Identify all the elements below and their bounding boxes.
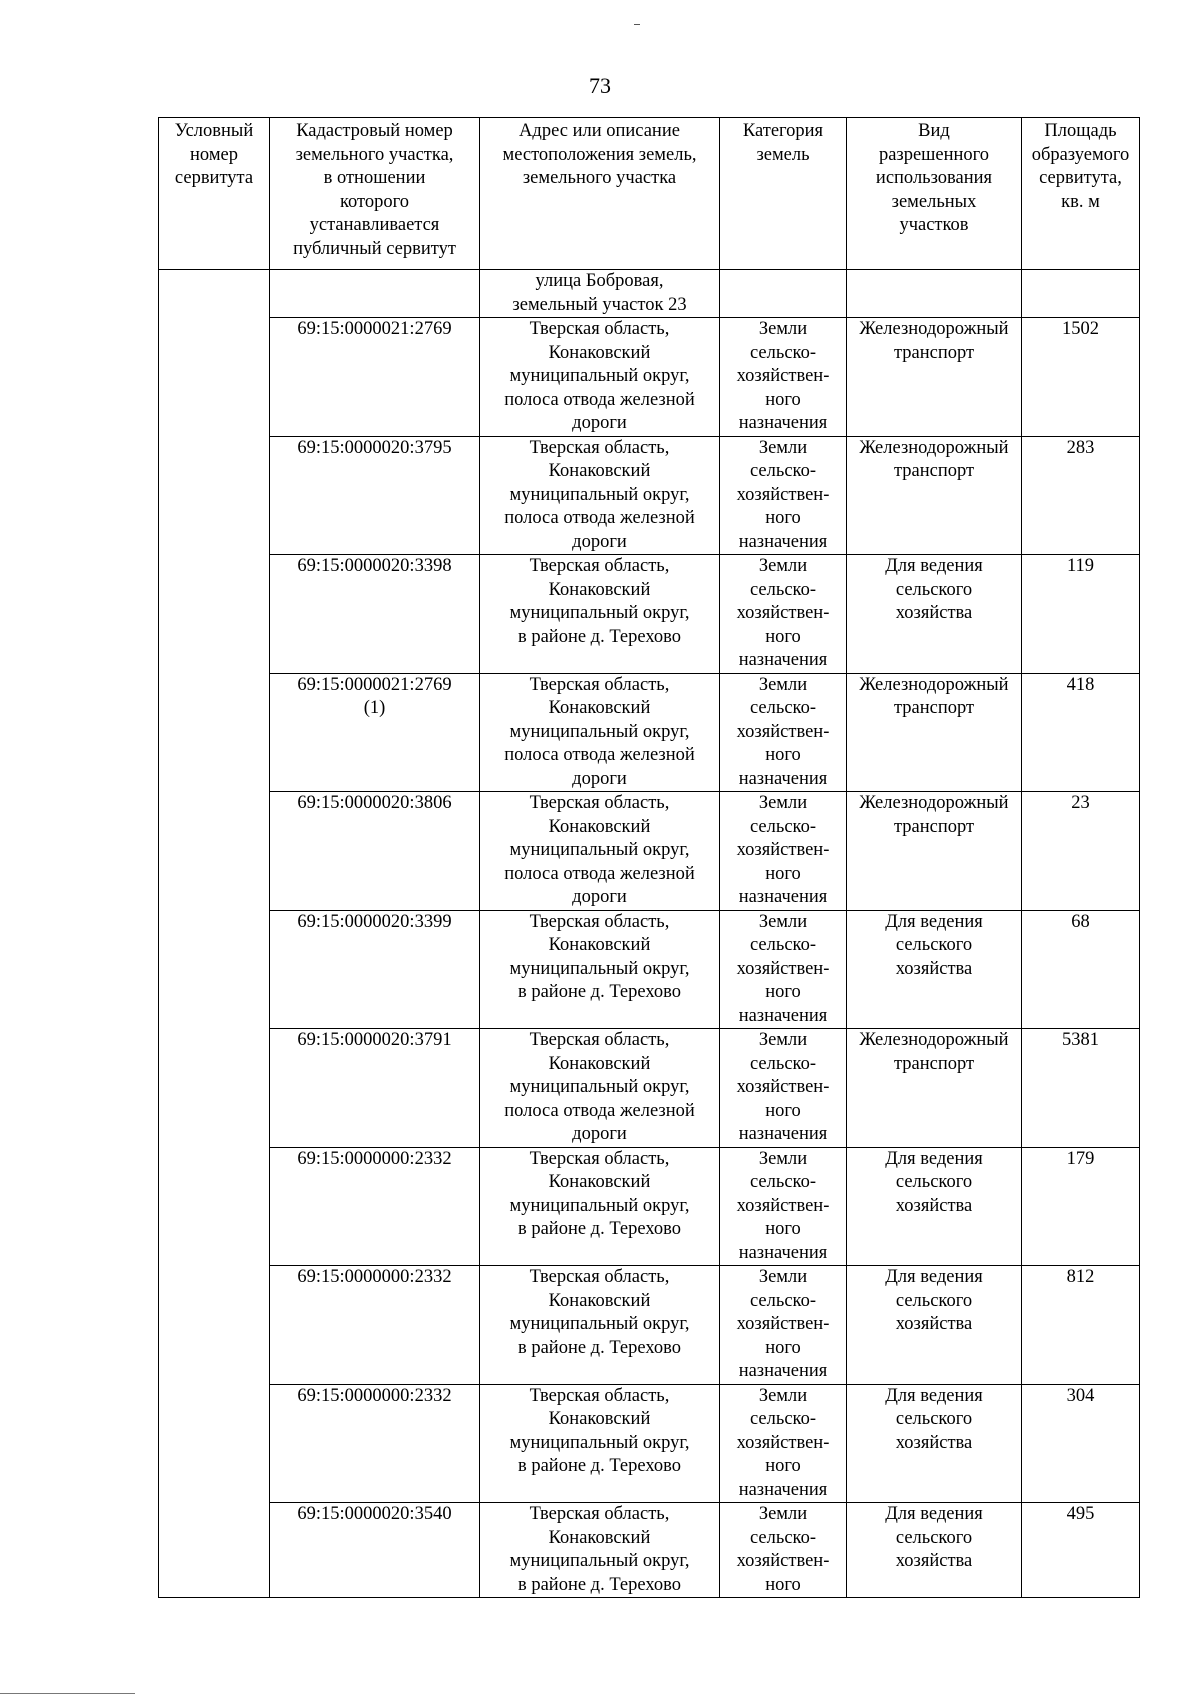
use-cell: Железнодорожный транспорт — [847, 1029, 1022, 1148]
header-servitude-number: Условный номер сервитута — [159, 118, 270, 270]
category-cell: Земли сельско- хозяйствен- ного — [720, 1503, 847, 1598]
table-row — [159, 318, 1140, 437]
table-body — [159, 270, 1140, 1598]
cadastral-cell: 69:15:0000021:2769 (1) — [270, 673, 480, 792]
header-land-category: Категория земель — [720, 118, 847, 270]
category-cell: Земли сельско- хозяйствен- ного назначения — [720, 792, 847, 911]
scan-edge-line — [0, 1693, 135, 1694]
table-row — [159, 436, 1140, 555]
address-cell: Тверская область, Конаковский муниципальный округ, в районе д. Терехово — [480, 1384, 720, 1503]
cadastral-cell: 69:15:0000020:3791 — [270, 1029, 480, 1148]
cadastral-cell: 69:15:0000000:2332 — [270, 1147, 480, 1266]
scan-mark — [634, 24, 640, 25]
address-cell: Тверская область, Конаковский муниципальный округ, полоса отвода железной дороги — [480, 436, 720, 555]
use-cell: Для ведения сельского хозяйства — [847, 1503, 1022, 1598]
servitude-number-cell — [159, 270, 270, 1598]
use-cell: Железнодорожный транспорт — [847, 318, 1022, 437]
category-cell: Земли сельско- хозяйствен- ного назначения — [720, 555, 847, 674]
table-row — [159, 1384, 1140, 1503]
cadastral-cell: 69:15:0000020:3806 — [270, 792, 480, 911]
use-cell: Для ведения сельского хозяйства — [847, 1384, 1022, 1503]
use-cell: Для ведения сельского хозяйства — [847, 910, 1022, 1029]
address-cell: улица Бобровая, земельный участок 23 — [480, 270, 720, 318]
table-row — [159, 792, 1140, 911]
table-row — [159, 270, 1140, 318]
cadastral-cell: 69:15:0000020:3399 — [270, 910, 480, 1029]
table-row — [159, 673, 1140, 792]
use-cell: Для ведения сельского хозяйства — [847, 1266, 1022, 1385]
category-cell — [720, 270, 847, 318]
category-cell: Земли сельско- хозяйствен- ного назначения — [720, 1029, 847, 1148]
table-row — [159, 1266, 1140, 1385]
header-address: Адрес или описание местоположения земель, земельного участка — [480, 118, 720, 270]
category-cell: Земли сельско- хозяйствен- ного назначения — [720, 673, 847, 792]
area-cell: 68 — [1022, 910, 1140, 1029]
area-cell: 119 — [1022, 555, 1140, 674]
table-row — [159, 555, 1140, 674]
use-cell: Железнодорожный транспорт — [847, 673, 1022, 792]
table-row — [159, 910, 1140, 1029]
cadastral-cell: 69:15:0000020:3398 — [270, 555, 480, 674]
area-cell: 179 — [1022, 1147, 1140, 1266]
category-cell: Земли сельско- хозяйствен- ного назначения — [720, 1147, 847, 1266]
cadastral-cell: 69:15:0000000:2332 — [270, 1384, 480, 1503]
use-cell: Железнодорожный транспорт — [847, 436, 1022, 555]
use-cell: Железнодорожный транспорт — [847, 792, 1022, 911]
address-cell: Тверская область, Конаковский муниципальный округ, в районе д. Терехово — [480, 1503, 720, 1598]
address-cell: Тверская область, Конаковский муниципальный округ, полоса отвода железной дороги — [480, 1029, 720, 1148]
category-cell: Земли сельско- хозяйствен- ного назначения — [720, 436, 847, 555]
cadastral-cell: 69:15:0000021:2769 — [270, 318, 480, 437]
cadastral-cell: 69:15:0000020:3795 — [270, 436, 480, 555]
area-cell: 304 — [1022, 1384, 1140, 1503]
category-cell: Земли сельско- хозяйствен- ного назначения — [720, 318, 847, 437]
header-cadastral-number: Кадастровый номер земельного участка, в отношении которого устанавливается публичный сервитут — [270, 118, 480, 270]
address-cell: Тверская область, Конаковский муниципальный округ, в районе д. Терехово — [480, 1266, 720, 1385]
cadastral-cell: 69:15:0000000:2332 — [270, 1266, 480, 1385]
area-cell: 23 — [1022, 792, 1140, 911]
category-cell: Земли сельско- хозяйствен- ного назначения — [720, 1384, 847, 1503]
address-cell: Тверская область, Конаковский муниципальный округ, полоса отвода железной дороги — [480, 318, 720, 437]
area-cell: 812 — [1022, 1266, 1140, 1385]
use-cell — [847, 270, 1022, 318]
category-cell: Земли сельско- хозяйствен- ного назначения — [720, 1266, 847, 1385]
table-row — [159, 1503, 1140, 1598]
use-cell: Для ведения сельского хозяйства — [847, 1147, 1022, 1266]
header-area: Площадь образуемого сервитута, кв. м — [1022, 118, 1140, 270]
area-cell: 5381 — [1022, 1029, 1140, 1148]
category-cell: Земли сельско- хозяйствен- ного назначения — [720, 910, 847, 1029]
area-cell: 1502 — [1022, 318, 1140, 437]
table-row — [159, 1029, 1140, 1148]
cadastral-cell: 69:15:0000020:3540 — [270, 1503, 480, 1598]
cadastral-cell — [270, 270, 480, 318]
use-cell: Для ведения сельского хозяйства — [847, 555, 1022, 674]
header-permitted-use: Вид разрешенного использования земельных участков — [847, 118, 1022, 270]
address-cell: Тверская область, Конаковский муниципальный округ, полоса отвода железной дороги — [480, 792, 720, 911]
table-header-row — [159, 118, 1140, 270]
address-cell: Тверская область, Конаковский муниципальный округ, в районе д. Терехово — [480, 1147, 720, 1266]
page-number: 73 — [589, 73, 611, 98]
table-row — [159, 1147, 1140, 1266]
servitude-table — [158, 117, 1140, 1598]
area-cell: 283 — [1022, 436, 1140, 555]
address-cell: Тверская область, Конаковский муниципальный округ, в районе д. Терехово — [480, 555, 720, 674]
address-cell: Тверская область, Конаковский муниципальный округ, полоса отвода железной дороги — [480, 673, 720, 792]
area-cell: 495 — [1022, 1503, 1140, 1598]
area-cell — [1022, 270, 1140, 318]
area-cell: 418 — [1022, 673, 1140, 792]
address-cell: Тверская область, Конаковский муниципальный округ, в районе д. Терехово — [480, 910, 720, 1029]
